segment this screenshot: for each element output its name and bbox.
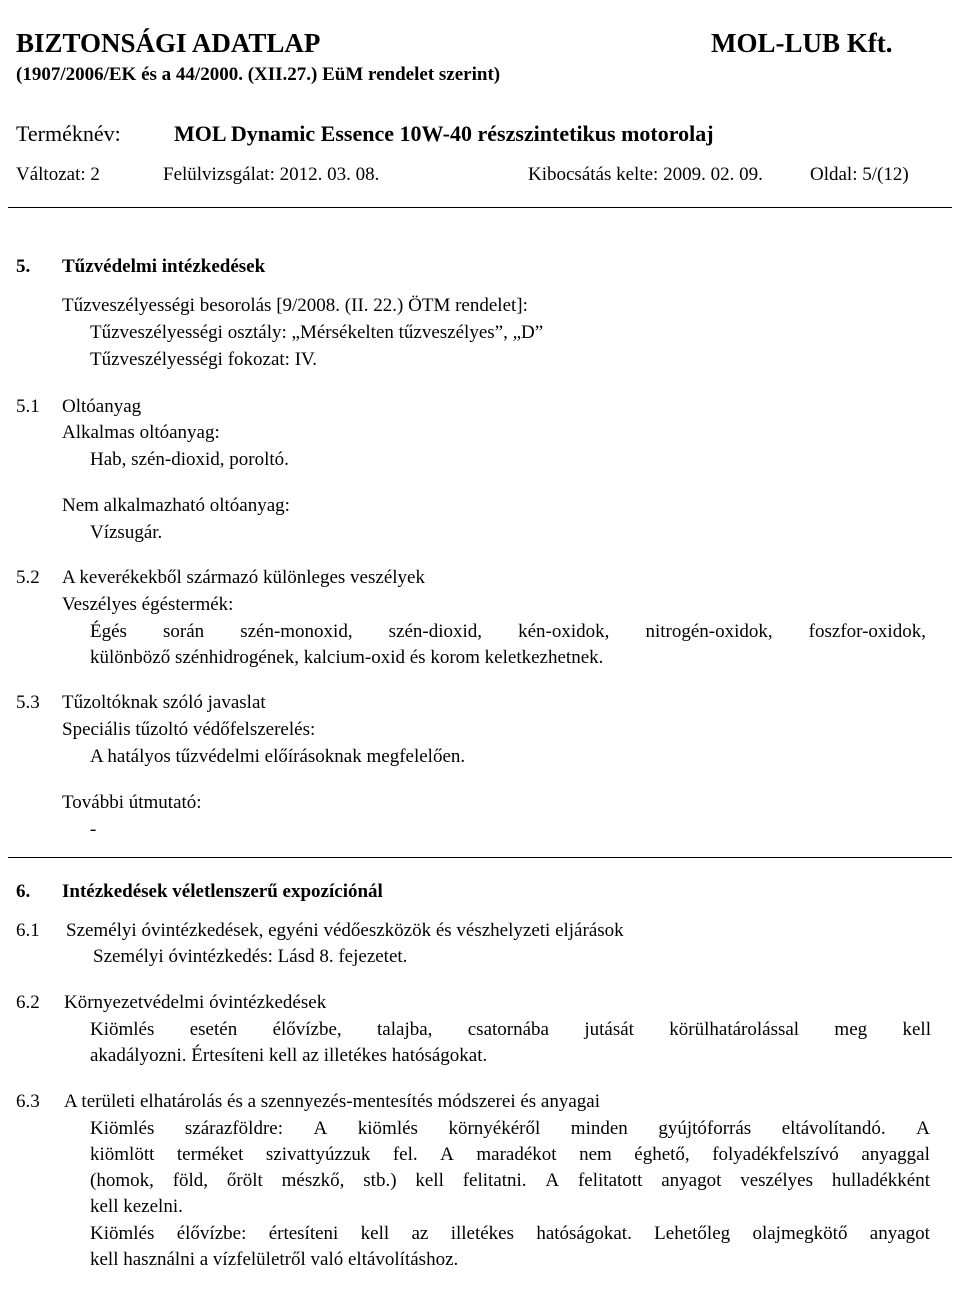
justified-word: anyaggal — [861, 1144, 930, 1165]
section-6-2-line-1 — [90, 1019, 931, 1041]
section-5-3-title: Tűzoltóknak szóló javaslat — [62, 692, 266, 713]
company-name: MOL-LUB Kft. — [711, 28, 893, 58]
justified-word: A — [313, 1118, 328, 1139]
regulation-reference: (1907/2006/EK és a 44/2000. (XII.27.) EüM rendelet szerint) — [16, 64, 501, 85]
justified-word: nem — [579, 1144, 612, 1165]
section-6-3-line-5 — [90, 1223, 930, 1245]
justified-word: meg — [834, 1019, 868, 1040]
revision-date: Felülvizsgálat: 2012. 03. 08. — [163, 164, 380, 185]
justified-word: felitatni. — [462, 1170, 527, 1191]
justified-word: eltávolítandó. — [781, 1118, 886, 1139]
fire-classification-line: Tűzveszélyességi besorolás [9/2008. (II. 22.) ÖTM rendelet]: — [62, 295, 528, 316]
justified-word: talajba, — [377, 1019, 433, 1040]
justified-word: élővízbe, — [272, 1019, 342, 1040]
justified-word: A — [440, 1144, 454, 1165]
justified-word: kell — [415, 1170, 444, 1191]
fire-class-value: Tűzveszélyességi osztály: „Mérsékelten tűzveszélyes”, „D” — [90, 322, 544, 343]
further-guidance-value: - — [90, 819, 97, 840]
justified-word: veszélyes — [740, 1170, 814, 1191]
justified-word: szivattyúzzuk — [265, 1144, 371, 1165]
justified-word: környékéről — [448, 1118, 541, 1139]
section-divider — [8, 857, 952, 858]
justified-word: mészkő, — [281, 1170, 345, 1191]
section-5-1-title: Oltóanyag — [62, 396, 142, 417]
section-6-3-line-4: kell kezelni. — [90, 1196, 183, 1217]
section-5-3-number: 5.3 — [16, 692, 40, 713]
document-title: BIZTONSÁGI ADATLAP — [16, 28, 321, 58]
justified-word: olajmegkötő — [752, 1223, 848, 1244]
justified-word: hatóságokat. — [536, 1223, 632, 1244]
section-5-2-number: 5.2 — [16, 567, 40, 588]
justified-word: A — [545, 1170, 560, 1191]
section-5-number: 5. — [16, 256, 31, 277]
justified-word: kiömlés — [357, 1118, 418, 1139]
justified-word: kell — [902, 1019, 931, 1040]
fire-degree: Tűzveszélyességi fokozat: IV. — [90, 349, 318, 370]
justified-word: anyagot — [661, 1170, 722, 1191]
justified-word: felitatott — [577, 1170, 643, 1191]
justified-word: folyadékfelszívó — [712, 1144, 839, 1165]
product-name: MOL Dynamic Essence 10W-40 részszintetikus motorolaj — [174, 121, 714, 146]
justified-word: szén-monoxid, — [240, 621, 353, 642]
justified-word: nitrogén-oxidok, — [645, 621, 773, 642]
section-6-2-line-2: akadályozni. Értesíteni kell az illetékes hatóságokat. — [90, 1045, 488, 1066]
justified-word: során — [162, 621, 205, 642]
header-divider — [8, 207, 952, 208]
section-6-1-number: 6.1 — [16, 920, 40, 941]
unsuitable-media-label: Nem alkalmazható oltóanyag: — [62, 495, 290, 516]
suitable-media-value: Hab, szén-dioxid, poroltó. — [90, 449, 289, 470]
version: Változat: 2 — [16, 164, 100, 185]
section-6-title: Intézkedések véletlenszerű expozíciónál — [62, 881, 383, 902]
justified-word: értesíteni — [268, 1223, 339, 1244]
justified-word: szárazföldre: — [184, 1118, 284, 1139]
further-guidance-label: További útmutató: — [62, 792, 202, 813]
hazard-products-line-2: különböző szénhidrogének, kalcium-oxid és korom keletkezhetnek. — [90, 647, 604, 668]
section-6-3-title: A területi elhatárolás és a szennyezés-mentesítés módszerei és anyagai — [64, 1091, 600, 1112]
justified-word: Kiömlés — [90, 1118, 155, 1139]
justified-word: gyújtóforrás — [658, 1118, 752, 1139]
protective-equipment-value: A hatályos tűzvédelmi előírásoknak megfelelően. — [90, 746, 466, 767]
justified-word: anyagot — [869, 1223, 930, 1244]
justified-word: Égés — [90, 621, 127, 642]
justified-word: őrölt — [226, 1170, 263, 1191]
justified-word: kell — [360, 1223, 390, 1244]
product-label: Terméknév: — [16, 121, 121, 146]
justified-word: A — [916, 1118, 930, 1139]
justified-word: élővízbe: — [176, 1223, 247, 1244]
section-6-3-line-6: kell használni a vízfelületről való eltávolításhoz. — [90, 1249, 459, 1270]
justified-word: hulladékként — [831, 1170, 930, 1191]
section-5-1-number: 5.1 — [16, 396, 40, 417]
justified-word: esetén — [189, 1019, 238, 1040]
issue-date: Kibocsátás kelte: 2009. 02. 09. — [528, 164, 763, 185]
protective-equipment-label: Speciális tűzoltó védőfelszerelés: — [62, 719, 316, 740]
section-6-1-text: Személyi óvintézkedés: Lásd 8. fejezetet. — [93, 946, 408, 967]
justified-word: föld, — [172, 1170, 209, 1191]
justified-word: (homok, — [90, 1170, 154, 1191]
justified-word: terméket — [176, 1144, 244, 1165]
justified-word: kiömlött — [90, 1144, 155, 1165]
justified-word: szén-dioxid, — [388, 621, 483, 642]
section-5-title: Tűzvédelmi intézkedések — [62, 256, 266, 277]
justified-word: csatornába — [467, 1019, 549, 1040]
section-6-2-title: Környezetvédelmi óvintézkedések — [64, 992, 327, 1013]
section-6-1-title: Személyi óvintézkedések, egyéni védőeszközök és vészhelyzeti eljárások — [66, 920, 624, 941]
section-6-3-line-1 — [90, 1118, 930, 1140]
justified-word: minden — [570, 1118, 628, 1139]
justified-word: illetékes — [450, 1223, 514, 1244]
section-6-number: 6. — [16, 881, 31, 902]
section-6-3-line-2 — [90, 1144, 930, 1166]
justified-word: jutását — [584, 1019, 634, 1040]
suitable-media-label: Alkalmas oltóanyag: — [62, 422, 220, 443]
section-5-2-title: A keverékekből származó különleges veszélyek — [62, 567, 425, 588]
justified-word: stb.) — [363, 1170, 397, 1191]
justified-word: körülhatárolással — [669, 1019, 800, 1040]
justified-word: Kiömlés — [90, 1223, 155, 1244]
unsuitable-media-value: Vízsugár. — [90, 522, 163, 543]
hazard-products-line-1 — [90, 621, 926, 643]
justified-word: Lehetőleg — [654, 1223, 731, 1244]
section-6-3-number: 6.3 — [16, 1091, 40, 1112]
hazard-products-label: Veszélyes égéstermék: — [62, 594, 234, 615]
justified-word: fel. — [392, 1144, 418, 1165]
section-6-2-number: 6.2 — [16, 992, 40, 1013]
justified-word: éghető, — [634, 1144, 690, 1165]
page-number: Oldal: 5/(12) — [810, 164, 909, 185]
justified-word: foszfor-oxidok, — [808, 621, 926, 642]
section-6-3-line-3 — [90, 1170, 930, 1192]
justified-word: maradékot — [476, 1144, 557, 1165]
justified-word: az — [411, 1223, 429, 1244]
justified-word: kén-oxidok, — [518, 621, 610, 642]
justified-word: Kiömlés — [90, 1019, 155, 1040]
